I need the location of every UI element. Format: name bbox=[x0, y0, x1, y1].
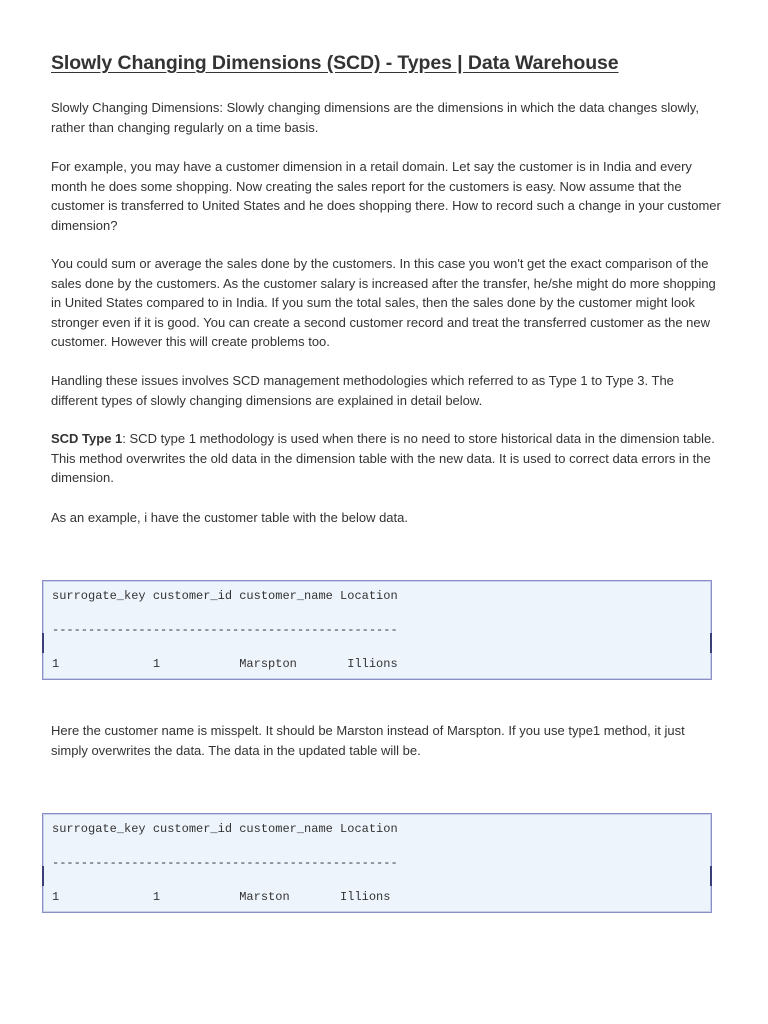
paragraph-options: You could sum or average the sales done by the customers. In this case you won't get the exact comparison of the sales done by the customers. As the customer salary is increased after the transfer, he/she might do more shopping in United States compared to in India. If you sum the total sales, then the sales done by the customer might look stronger even if it is good. You can create a second customer record and treat the transferred customer as the new customer. However this will create problems too. bbox=[51, 256, 716, 349]
code-table-row: 1 1 Marston Illions bbox=[52, 890, 391, 904]
code-block-border-accent bbox=[710, 633, 712, 653]
paragraph-intro: Slowly Changing Dimensions: Slowly changing dimensions are the dimensions in which the data changes slowly, rather than changing regularly on a time basis. bbox=[51, 100, 699, 135]
scd-type1-label: SCD Type 1 bbox=[51, 431, 123, 446]
paragraph-table-intro: As an example, i have the customer table with the below data. bbox=[51, 510, 408, 525]
code-table-row: 1 1 Marspton Illions bbox=[52, 657, 398, 671]
code-block-border-accent bbox=[42, 866, 44, 886]
code-table-divider: ------------------------------------------------ bbox=[52, 623, 398, 637]
code-table-header: surrogate_key customer_id customer_name Location bbox=[52, 589, 398, 603]
paragraph-misspelling: Here the customer name is misspelt. It should be Marston instead of Marspton. If you use type1 method, it just simply overwrites the data. The data in the updated table will be. bbox=[51, 723, 685, 758]
code-table-header: surrogate_key customer_id customer_name Location bbox=[52, 822, 398, 836]
paragraph-scd-type1 bbox=[51, 429, 721, 488]
page-title: Slowly Changing Dimensions (SCD) - Types | Data Warehouse bbox=[51, 52, 619, 74]
code-block-border-accent bbox=[42, 633, 44, 653]
paragraph-methodologies: Handling these issues involves SCD management methodologies which referred to as Type 1 to Type 3. The different types of slowly changing dimensions are explained in detail below. bbox=[51, 373, 674, 408]
code-block-original-table bbox=[42, 580, 712, 680]
code-block-updated-table bbox=[42, 813, 712, 913]
paragraph-example: For example, you may have a customer dimension in a retail domain. Let say the customer is in India and every month he does some shopping. Now creating the sales report for the customers is easy. Now assume that the customer is transferred to United States and he does shopping there. How to record such a change in your customer dimension? bbox=[51, 159, 721, 233]
code-table-divider: ------------------------------------------------ bbox=[52, 856, 398, 870]
scd-type1-description: : SCD type 1 methodology is used when there is no need to store historical data in the dimension table. This method overwrites the old data in the dimension table with the new data. It is used to correct data errors in the dimension. bbox=[51, 431, 715, 485]
code-block-border-accent bbox=[710, 866, 712, 886]
